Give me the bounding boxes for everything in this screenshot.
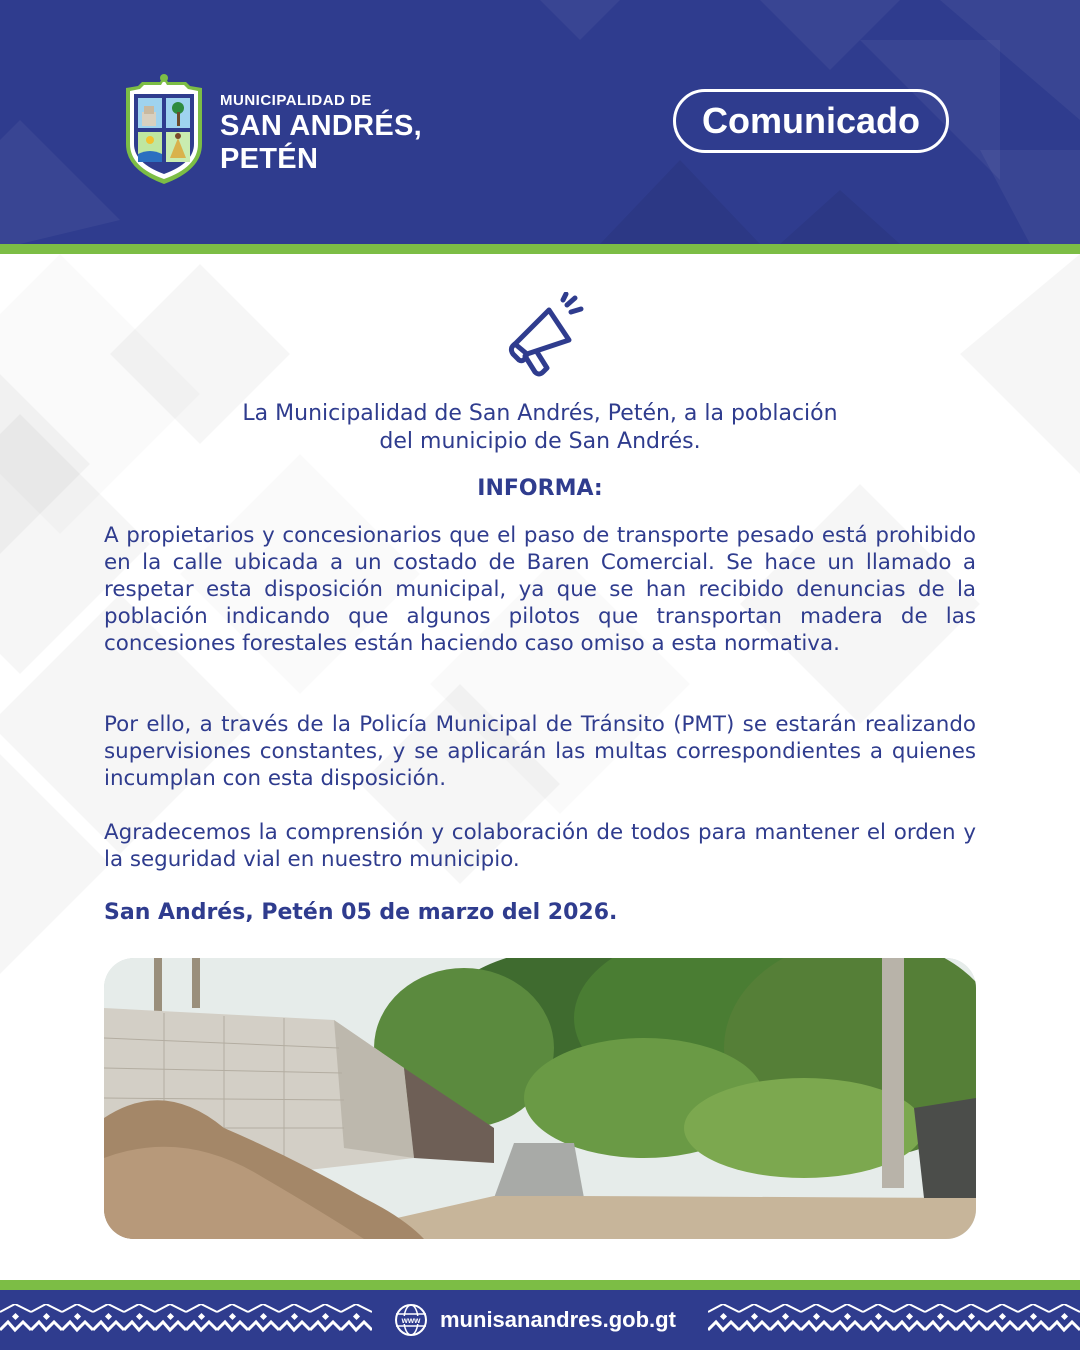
intro-line-2: del municipio de San Andrés. bbox=[379, 429, 701, 454]
informa-heading: INFORMA: bbox=[477, 476, 603, 501]
brand-block bbox=[220, 92, 422, 176]
date-line: San Andrés, Petén 05 de marzo del 2026. bbox=[104, 900, 618, 925]
green-divider-top bbox=[0, 244, 1080, 254]
paragraph-3: Agradecemos la comprensión y colaboración de todos para mantener el orden y la seguridad vial en nuestro municipio. bbox=[104, 820, 976, 872]
brand-name-line1: SAN ANDRÉS, bbox=[220, 110, 423, 142]
svg-text:www: www bbox=[401, 1316, 421, 1325]
footer-bar bbox=[0, 1290, 1080, 1350]
website-link[interactable]: munisanandres.gob.gt bbox=[440, 1307, 676, 1332]
maya-pattern-left bbox=[0, 1304, 372, 1336]
globe-www-icon[interactable] bbox=[394, 1303, 428, 1337]
intro-line-1: La Municipalidad de San Andrés, Petén, a la población bbox=[242, 401, 838, 426]
maya-pattern-right bbox=[708, 1304, 1080, 1336]
brand-name-line2: PETÉN bbox=[220, 143, 319, 175]
paragraph-1: A propietarios y concesionarios que el paso de transporte pesado está prohibido en la calle ubicada a un costado de Baren Comercial. Se hace un llamado a respetar esta disposición municipal, ya que se han recibido denuncias de la población indicando que algunos pilotos que transportan madera de las concesiones forestales están haciendo caso omiso a esta normativa. bbox=[104, 523, 976, 656]
green-divider-bottom bbox=[0, 1280, 1080, 1290]
megaphone-icon bbox=[505, 292, 585, 378]
header-banner bbox=[0, 0, 1080, 244]
comunicado-badge: Comunicado bbox=[673, 89, 949, 153]
municipal-crest-icon bbox=[124, 74, 204, 186]
paragraph-2: Por ello, a través de la Policía Municipal de Tránsito (PMT) se estarán realizando supervisiones constantes, y se aplicarán las multas correspondientes a quienes incumplan con esta disposición. bbox=[104, 712, 976, 791]
brand-subtitle: MUNICIPALIDAD DE bbox=[220, 92, 372, 109]
street-photo bbox=[104, 958, 976, 1239]
intro-text bbox=[180, 400, 900, 456]
